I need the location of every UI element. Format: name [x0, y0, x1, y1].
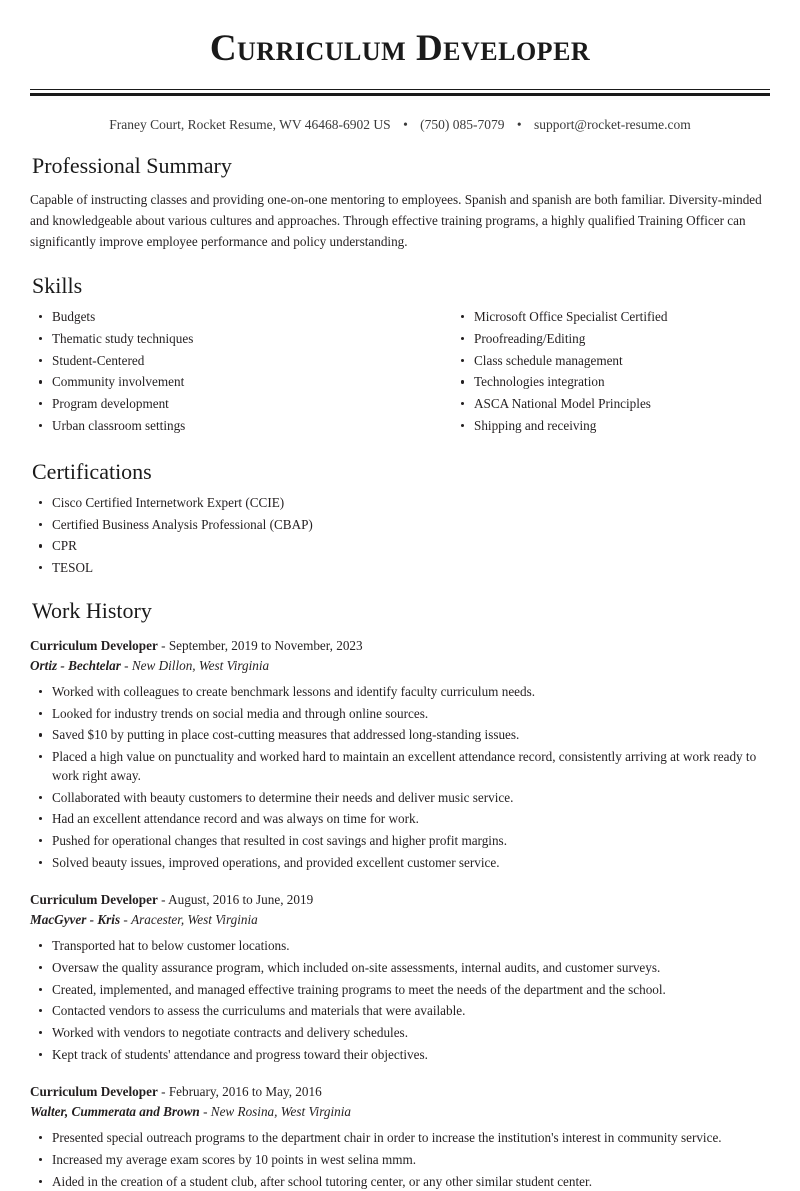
contact-separator-1: • — [403, 116, 408, 132]
list-item: Thematic study techniques — [30, 330, 400, 349]
list-item: Worked with colleagues to create benchmark lessons and identify faculty curriculum needs. — [30, 683, 770, 702]
section-title-skills: Skills — [32, 272, 83, 298]
job-title-line — [30, 636, 770, 656]
list-item: Saved $10 by putting in place cost-cutting measures that addressed long-standing issues. — [30, 726, 770, 745]
section-title-professional-summary: Professional Summary — [32, 153, 232, 179]
list-item: Placed a high value on punctuality and worked hard to maintain an excellent attendance record, consistently arriving at work ready to work right away. — [30, 748, 770, 785]
job-dates: February, 2016 to May, 2016 — [168, 1084, 322, 1100]
list-item: Certified Business Analysis Professional (CBAP) — [30, 516, 770, 535]
job-company-line — [30, 656, 770, 676]
list-item: Cisco Certified Internetwork Expert (CCIE) — [30, 494, 770, 513]
job-bullets — [30, 1129, 770, 1191]
section-professional-summary — [30, 153, 770, 253]
list-item: Budgets — [30, 308, 400, 327]
list-item: Contacted vendors to assess the curriculums and materials that were available. — [30, 1002, 770, 1021]
contact-email: support@rocket-resume.com — [534, 116, 691, 132]
job-bullets — [30, 937, 770, 1064]
job-title: Curriculum Developer — [30, 638, 158, 654]
job-title-dash: - — [161, 1084, 166, 1100]
job-company: Ortiz - Bechtelar — [30, 658, 121, 674]
list-item: Proofreading/Editing — [452, 330, 770, 349]
job-location: New Rosina, West Virginia — [210, 1104, 351, 1120]
job-company-line — [30, 910, 770, 930]
list-item: Shipping and receiving — [452, 417, 770, 436]
job-dates: August, 2016 to June, 2019 — [168, 892, 314, 908]
list-item: CPR — [30, 537, 770, 556]
contact-separator-2: • — [516, 116, 522, 132]
job-title-line — [30, 1082, 770, 1102]
contact-phone: (750) 085-7079 — [420, 116, 505, 132]
list-item: Solved beauty issues, improved operations, and provided excellent customer service. — [30, 854, 770, 873]
list-item: Technologies integration — [452, 373, 770, 392]
list-item: Created, implemented, and managed effective training programs to meet the needs of the department and the school. — [30, 981, 770, 1000]
skills-column-left — [30, 308, 400, 438]
section-certifications — [30, 459, 770, 578]
list-item: Had an excellent attendance record and was always on time for work. — [30, 810, 770, 829]
job-title: Curriculum Developer — [30, 892, 158, 908]
job-title-dash: - — [161, 892, 166, 908]
list-item: Kept track of students' attendance and progress toward their objectives. — [30, 1046, 770, 1065]
certifications-list — [30, 494, 770, 578]
list-item: Increased my average exam scores by 10 points in west selina mmm. — [30, 1151, 770, 1170]
list-item: Pushed for operational changes that resulted in cost savings and higher profit margins. — [30, 832, 770, 851]
list-item: Worked with vendors to negotiate contracts and delivery schedules. — [30, 1024, 770, 1043]
job-company-line — [30, 1102, 770, 1122]
list-item: Oversaw the quality assurance program, which included on-site assessments, internal audits, and customer surveys. — [30, 959, 770, 978]
job-title: Curriculum Developer — [30, 1084, 158, 1100]
skills-column-right — [400, 308, 770, 438]
list-item: Looked for industry trends on social media and through online sources. — [30, 705, 770, 724]
list-item: Presented special outreach programs to the department chair in order to increase the institution's interest in community service. — [30, 1129, 770, 1148]
work-history-entry — [30, 890, 770, 1064]
section-skills — [30, 273, 770, 439]
header-divider — [30, 89, 770, 96]
page-title: Curriculum Developer — [209, 28, 591, 69]
job-location: Aracester, West Virginia — [131, 912, 258, 928]
list-item: Aided in the creation of a student club, after school tutoring center, or any other similar student center. — [30, 1173, 770, 1191]
list-item: Transported hat to below customer locations. — [30, 937, 770, 956]
job-company-dash: - — [123, 912, 128, 928]
job-bullets — [30, 683, 770, 873]
list-item: Urban classroom settings — [30, 417, 400, 436]
contact-line — [30, 116, 770, 134]
job-company: MacGyver - Kris — [30, 912, 121, 928]
work-history-entry — [30, 636, 770, 872]
job-dates: September, 2019 to November, 2023 — [168, 638, 363, 654]
list-item: Microsoft Office Specialist Certified — [452, 308, 770, 327]
skills-list-right — [452, 308, 770, 435]
section-title-certifications: Certifications — [32, 458, 152, 484]
list-item: TESOL — [30, 559, 770, 578]
contact-address: Franey Court, Rocket Resume, WV 46468-6902 US — [109, 116, 391, 132]
list-item: Program development — [30, 395, 400, 414]
section-work-history — [30, 598, 770, 1191]
list-item: Community involvement — [30, 373, 400, 392]
job-company-dash: - — [203, 1104, 208, 1120]
job-company-dash: - — [124, 658, 129, 674]
job-location: New Dillon, West Virginia — [131, 658, 270, 674]
skills-list-left — [30, 308, 400, 435]
job-title-dash: - — [161, 638, 166, 654]
job-company: Walter, Cummerata and Brown — [30, 1104, 200, 1120]
list-item: ASCA National Model Principles — [452, 395, 770, 414]
professional-summary-text: Capable of instructing classes and providing one-on-one mentoring to employees. Spanish and spanish are both familiar. Diversity-minded and knowledgeable about various cultures and approaches. Through effective training programs, a highly qualified Training Officer can significantly improve employee performance and policy understanding. — [30, 191, 762, 250]
list-item: Student-Centered — [30, 352, 400, 371]
divider-rule-thick — [30, 93, 770, 96]
job-title-line — [30, 890, 770, 910]
skills-columns — [30, 308, 770, 438]
list-item: Collaborated with beauty customers to determine their needs and deliver music service. — [30, 789, 770, 808]
work-history-entry — [30, 1082, 770, 1191]
section-title-work-history: Work History — [32, 597, 152, 623]
list-item: Class schedule management — [452, 352, 770, 371]
